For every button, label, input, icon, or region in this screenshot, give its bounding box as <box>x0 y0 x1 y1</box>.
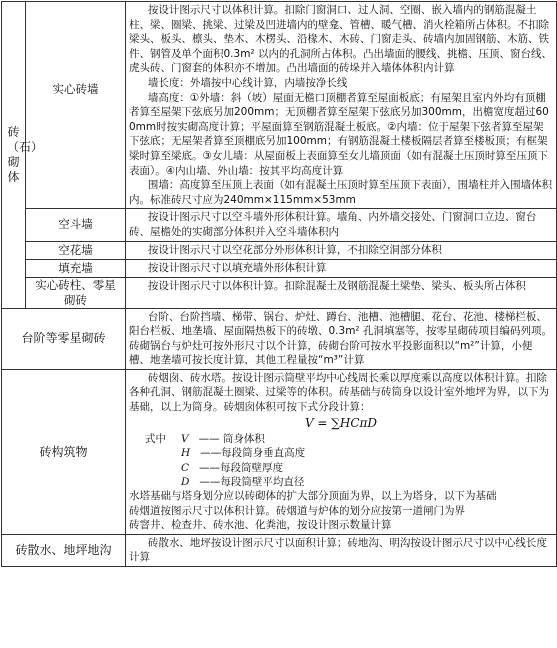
legend-item-h <box>145 446 553 460</box>
legend-symbol: C <box>181 461 190 474</box>
table-row <box>2 308 557 369</box>
row-desc-hollow-wall <box>126 209 557 241</box>
solid-wall-paragraph-4: 围墙：高度算至压顶上表面（如有混凝土压顶时算至压顶下表面），围墙柱并入围墙体积内。标准砖尺寸应为240mm×115mm×53mm <box>129 179 553 206</box>
row-desc-structures <box>126 369 557 534</box>
row-label-solid-wall: 实心砖墙 <box>26 2 126 209</box>
row-desc-open-wall <box>126 241 557 259</box>
row-label-structures: 砖构筑物 <box>2 369 126 534</box>
row-label-hollow-wall: 空斗墙 <box>26 209 126 241</box>
filled-wall-text: 按设计图示尺寸以填充墙外形体积计算 <box>147 261 327 274</box>
steps-text: 台阶、台阶挡墙、梯带、锅台、炉灶、蹲台、池槽、池槽腿、花台、花池、楼梯栏板、阳台栏板、地垄墙、屋面隔热板下的砖墩、0.3m² 孔洞填塞等，按零星砌砖项目编码列项。砖砌锅台与炉灶可按外形尺寸以个计算，砖砌台阶可按水平投影面积以“m²”计算，小便槽、地垄墙可按长度计算，其他工程量按“m³”计算 <box>129 310 552 367</box>
formula-legend <box>145 432 553 489</box>
legend-item-c <box>145 461 553 475</box>
masonry-rules-table <box>1 1 557 567</box>
row-label-open-wall: 空花墙 <box>26 241 126 259</box>
table-row <box>2 369 557 534</box>
row-desc-solid-wall <box>126 2 557 209</box>
legend-text: ——每段筒身垂直高度 <box>200 447 306 460</box>
legend-intro: 式中 <box>145 433 166 446</box>
hollow-wall-text: 按设计图示尺寸以空斗墙外形体积计算。墙角、内外墙交接处、门窗洞口立边、窗台砖、屋檐处的实砌部分体积并入空斗墙体积内 <box>129 211 537 238</box>
row-desc-filled-wall <box>126 259 557 277</box>
volume-formula: V = ∑HCπD <box>304 415 378 430</box>
solid-wall-paragraph-3: 墙高度：①外墙：斜（坡）屋面无檐口顶棚者算至屋面板底；有屋架且室内外均有顶棚者算至屋架下弦底另加200mm；无顶棚者算至屋架下弦底另加300mm，出檐宽度超过600mm时按实砌高度计算；平屋面算至钢筋混凝土板底。②内墙：位于屋架下弦者算至屋架下弦底；无屋架者算至顶棚底另加100mm；有钢筋混凝土楼板隔层者算至楼板顶；有框架梁时算至梁底。③女儿墙：从屋面板上表面算至女儿墙顶面（如有混凝土压顶时算至压顶下表面）。④内山墙、外山墙：按其平均高度计算 <box>129 91 549 177</box>
structures-paragraph-1: 砖烟囱、砖水塔。按设计图示筒壁平均中心线周长乘以厚度乘以高度以体积计算。扣除各种孔洞、钢筋混凝土圈梁、过梁等的体积。砖基础与砖筒身以设计室外地坪为界，以下为基础，以上为筒身。砖烟囱体积可按下式分段计算： <box>129 371 549 414</box>
table-row <box>2 277 557 308</box>
legend-symbol: H <box>181 447 191 460</box>
solid-wall-paragraph-1: 按设计图示尺寸以体积计算。扣除门窗洞口、过人洞、空圈、嵌入墙内的钢筋混凝土柱、梁、圈梁、挑梁、过梁及凹进墙内的壁龛、管槽、暖气槽、消火栓箱所占体积。不扣除梁头、板头、檩头、垫木、木楞头、沿椽木、木砖、门窗走头、砖墙内加固钢筋、木筋、铁件、钢管及单个面积0.3m² 以内的孔洞所占体积。凸出墙面的腰线、挑檐、压顶、窗台线、虎头砖、门窗套的体积亦不增加。凸出墙面的砖垛并入墙体体积内计算 <box>129 4 552 75</box>
legend-item-d <box>145 475 553 489</box>
row-desc-steps <box>126 308 557 369</box>
legend-symbol: D <box>181 475 190 488</box>
row-desc-solid-column <box>126 277 557 308</box>
legend-text: ——每段筒壁平均直径 <box>199 475 305 488</box>
legend-text: —— 筒身体积 <box>198 433 265 446</box>
table-row <box>2 209 557 241</box>
table-row <box>2 534 557 566</box>
row-label-steps: 台阶等零星砌砖 <box>2 308 126 369</box>
structures-paragraph-3: 砖烟道按图示尺寸以体积计算。砖烟道与炉体的划分应按第一道闸门为界 <box>129 504 465 517</box>
legend-symbol: V <box>181 433 189 446</box>
structures-paragraph-2: 水塔基础与塔身划分应以砖砌体的扩大部分顶面为界，以上为塔身，以下为基础 <box>129 490 497 503</box>
row-label-solid-column: 实心砖柱、零星砌砖 <box>26 277 126 308</box>
apron-text: 砖散水、地坪按设计图示尺寸以面积计算；砖地沟、明沟按设计图示尺寸以中心线长度计算 <box>129 536 547 564</box>
solid-wall-paragraph-2: 墙长度：外墙按中心线计算，内墙按净长线 <box>147 76 348 89</box>
legend-text: ——每段筒壁厚度 <box>199 461 284 474</box>
solid-column-text: 按设计图示尺寸以体积计算。扣除混凝土及钢筋混凝土梁垫、梁头、板头所占体积 <box>147 279 526 292</box>
legend-item-v <box>145 432 553 446</box>
table-row <box>2 2 557 209</box>
row-label-apron: 砖散水、地坪地沟 <box>2 534 126 566</box>
structures-paragraph-4: 砖窨井、检查井、砖水池、化粪池，按设计图示数量计算 <box>129 519 392 532</box>
open-wall-text: 按设计图示尺寸以空花部分外形体积计算，不扣除空洞部分体积 <box>147 243 442 256</box>
row-label-filled-wall: 填充墙 <box>26 259 126 277</box>
row-desc-apron <box>126 534 557 566</box>
table-row <box>2 241 557 259</box>
table-row <box>2 259 557 277</box>
group-label-masonry: 砖（石）砌体 <box>2 2 26 309</box>
